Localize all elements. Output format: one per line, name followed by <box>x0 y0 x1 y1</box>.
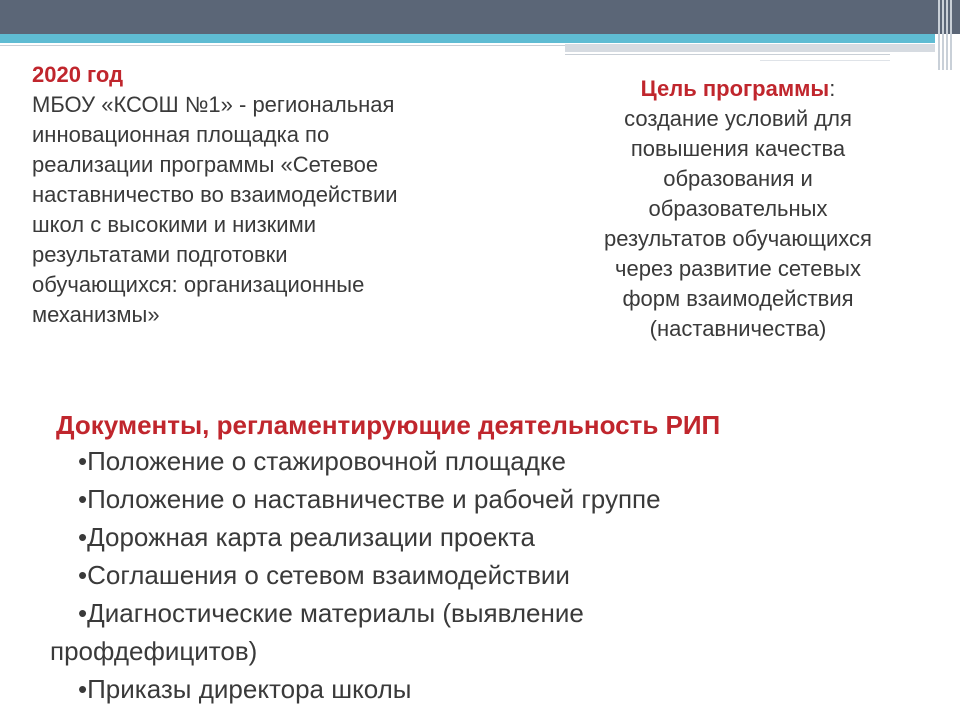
program-line: МБОУ «КСОШ №1» - региональная <box>32 92 395 117</box>
list-item: •Положение о наставничестве и рабочей группе <box>78 484 661 514</box>
program-line: реализации программы «Сетевое <box>32 152 379 177</box>
decorative-stripes <box>938 0 952 70</box>
goal-line: повышения качества <box>630 136 846 161</box>
list-item: •Приказы директора школы <box>78 674 412 704</box>
program-line: наставничество во взаимодействии <box>32 182 398 207</box>
program-line: механизмы» <box>32 302 160 327</box>
list-item: •Соглашения о сетевом взаимодействии <box>78 560 570 590</box>
program-goal <box>548 74 928 344</box>
goal-line: образовательных <box>648 196 828 221</box>
header-bar <box>0 0 960 34</box>
list-item: •Диагностические материалы (выявление <box>78 598 584 628</box>
goal-line: через развитие сетевых <box>615 256 861 281</box>
header-secondary-stripe <box>565 44 935 52</box>
header-rule <box>760 60 890 61</box>
documents-list <box>50 442 930 708</box>
goal-line: создание условий для <box>624 106 852 131</box>
program-line: результатами подготовки <box>32 242 288 267</box>
goal-line: результатов обучающихся <box>604 226 872 251</box>
goal-line: образования и <box>663 166 813 191</box>
goal-colon: : <box>829 76 836 101</box>
program-line: обучающихся: организационные <box>32 272 365 297</box>
list-item: •Дорожная карта реализации проекта <box>78 522 536 552</box>
goal-line: форм взаимодействия <box>622 286 854 311</box>
header-accent-stripe <box>0 34 935 43</box>
documents-title: Документы, регламентирующие деятельность РИП <box>56 410 721 440</box>
goal-title: Цель программы <box>640 76 830 101</box>
program-line: инновационная площадка по <box>32 122 330 147</box>
program-line: школ с высокими и низкими <box>32 212 317 237</box>
program-info <box>32 60 532 330</box>
header-rule <box>0 45 565 46</box>
goal-line: (наставничества) <box>649 316 827 341</box>
list-item: •Положение о стажировочной площадке <box>78 446 566 476</box>
year-heading: 2020 год <box>32 62 124 87</box>
list-item-continuation: профдефицитов) <box>50 636 258 666</box>
header-rule <box>565 54 890 55</box>
